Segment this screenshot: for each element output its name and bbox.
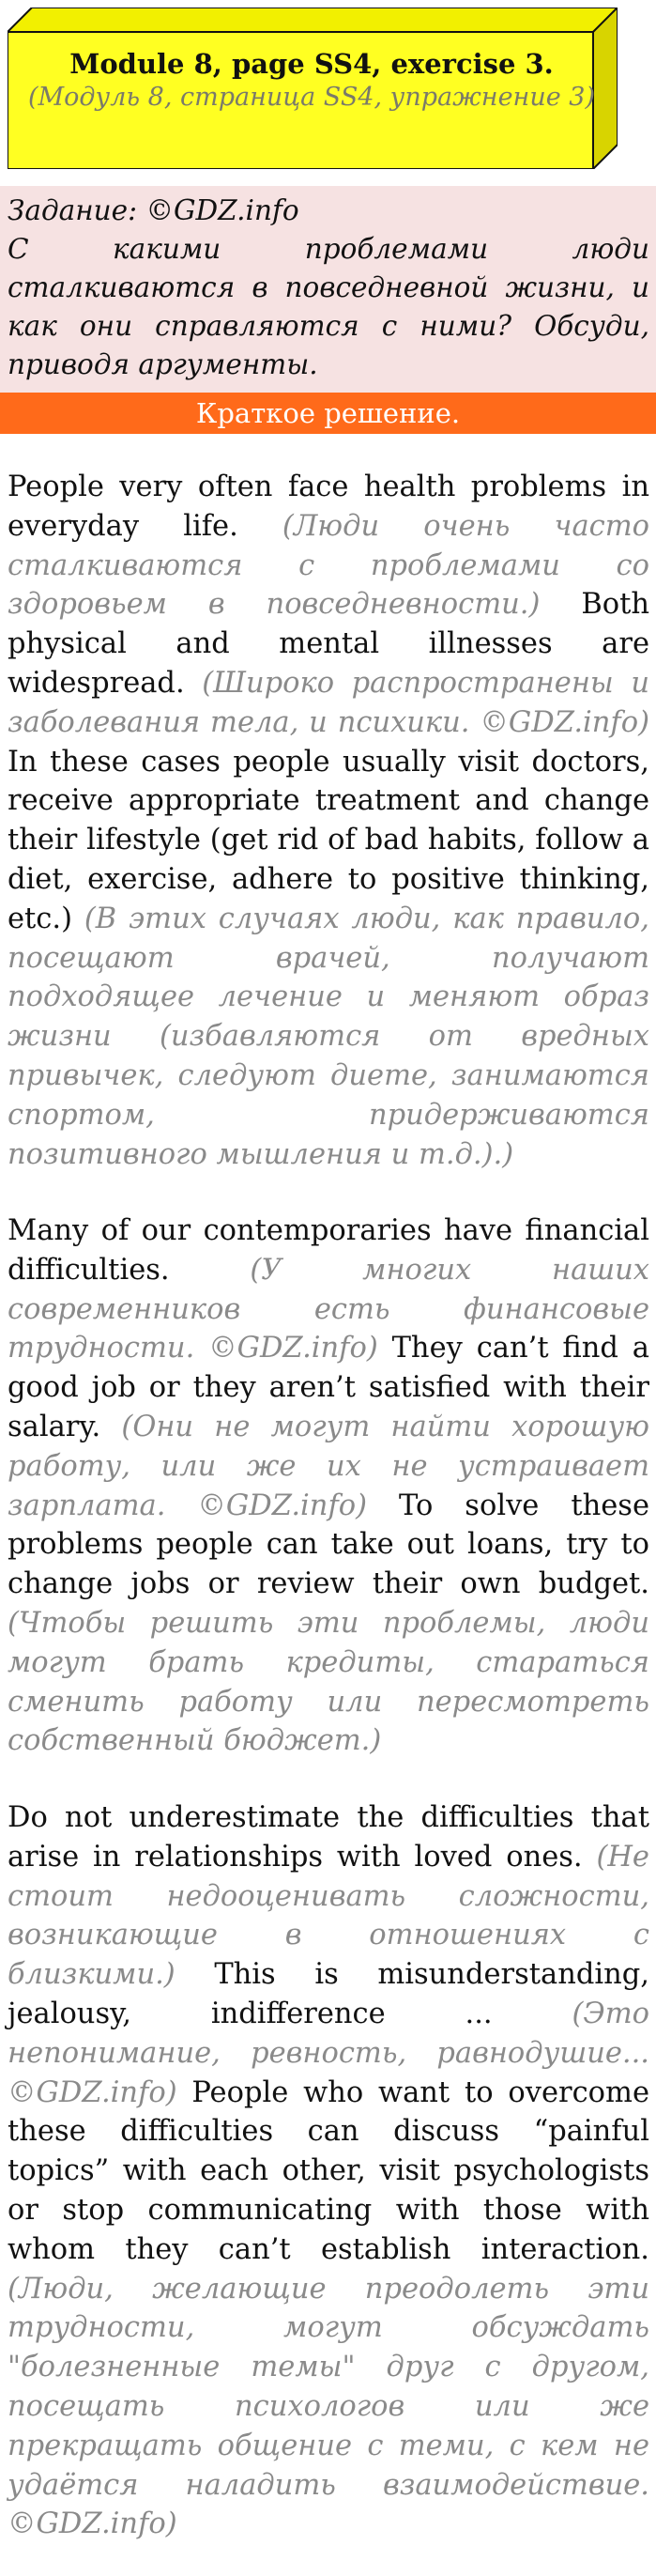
sentence-en: To solve these problems people can take out loans, try to change jobs or review their own budget. xyxy=(8,1489,649,1601)
sentence-en: Many of our contemporaries have financial difficulties. xyxy=(8,1214,649,1287)
sentence-ru: (Они не могут найти хорошую работу, или же их не устраивает зарплата. ©GDZ.info) xyxy=(8,1410,649,1522)
sentence-ru: (Широко распространены и заболевания тела, и психики. ©GDZ.info) xyxy=(8,666,649,739)
task-text xyxy=(8,192,649,384)
sentence-ru: (Это непонимание, ревность, равнодушие... ©GDZ.info) xyxy=(8,1997,649,2109)
sentence-en: Both physical and mental illnesses are widespread. xyxy=(8,588,649,700)
sentence-ru: (Не стоит недооценивать сложности, возникающие в отношениях с близкими.) xyxy=(8,1840,649,1992)
task-question: С какими проблемами люди сталкиваются в повседневной жизни, и как они справляются с ними? Обсуди, приводя аргументы. xyxy=(8,233,649,380)
sentence-en: This is misunderstanding, jealousy, indifference ... xyxy=(8,1958,649,2030)
exercise-title: Module 8, page SS4, exercise 3. xyxy=(69,48,554,80)
answer-paragraph-1 xyxy=(8,468,649,1174)
sentence-en: In these cases people usually visit doctors, receive appropriate treatment and change their lifestyle (get rid of bad habits, follow a diet, exercise, adhere to positive thinking, etc.) xyxy=(8,745,649,935)
sentence-ru: (В этих случаях люди, как правило, посещают врачей, получают подходящее лечение и меняют образ жизни (избавляются от вредных привычек, следуют диете, занимаются спортом, придерживаются позитивного мышления и т.д.).) xyxy=(8,902,649,1171)
sentence-en: They can’t find a good job or they aren’t satisfied with their salary. xyxy=(8,1332,649,1443)
sentence-ru: (Люди, желающие преодолеть эти трудности, могут обсуждать "болезненные темы" друг с другом, посещать психологов или же прекращать общение с теми, с кем не удаётся наладить взаимодействие. ©GDZ.info) xyxy=(8,2272,649,2541)
task-label: Задание: ©GDZ.info xyxy=(8,194,299,226)
answer-paragraph-3 xyxy=(8,1798,649,2544)
sentence-ru: (У многих наших современников есть финансовые трудности. ©GDZ.info) xyxy=(8,1253,649,1365)
answer-paragraph-2 xyxy=(8,1211,649,1761)
exercise-title-translation: (Модуль 8, страница SS4, упражнение 3) xyxy=(27,83,596,112)
sentence-ru: (Люди очень часто сталкиваются с проблемами со здоровьем в повседневности.) xyxy=(8,509,649,622)
task-block xyxy=(0,186,656,393)
sentence-ru: (Чтобы решить эти проблемы, люди могут брать кредиты, стараться сменить работу или пересмотреть собственный бюджет.) xyxy=(8,1606,649,1758)
solution-label: Краткое решение. xyxy=(0,393,656,434)
sentence-en: People who want to overcome these difficulties can discuss “painful topics” with each other, visit psychologists or stop communicating with those with whom they can’t establish interaction. xyxy=(8,2075,650,2266)
title-text xyxy=(11,47,612,115)
sentence-en: People very often face health problems in everyday life. xyxy=(8,470,649,543)
title-box xyxy=(8,8,618,169)
sentence-en: Do not underestimate the difficulties that arise in relationships with loved ones. xyxy=(8,1801,649,1874)
